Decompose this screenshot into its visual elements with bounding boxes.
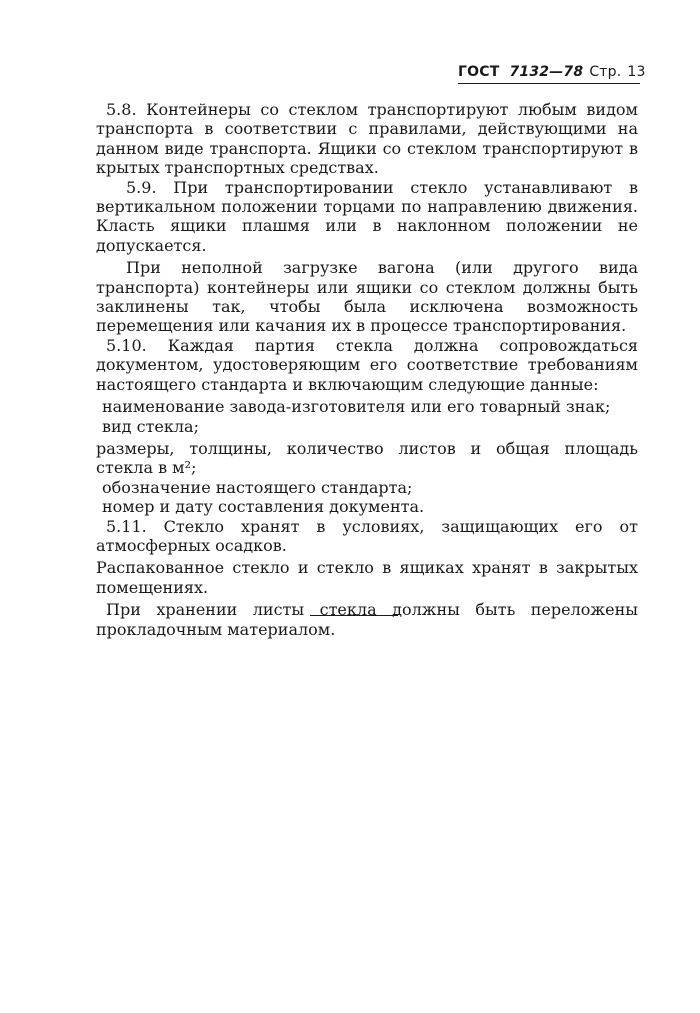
list-item-manufacturer: наименование завода-изготовителя или его товарный знак; (102, 397, 611, 417)
standard-number: 7132—78 (509, 64, 584, 80)
document-body (96, 100, 638, 639)
list-item-document-number: номер и дату составления документа. (102, 497, 425, 517)
paragraph-5-9: 5.9. При транспортировании стекло устанавливают в вертикальном положении торцами по направлению движения. Класть ящики плашмя или в наклонном положении не допускается. (96, 177, 638, 255)
page-number: 13 (627, 64, 646, 80)
paragraph-5-8: 5.8. Контейнеры со стеклом транспортируют любым видом транспорта в соответствии с правилами, действующими на данном виде транспорта. Ящики со стеклом транспортируют в крытых транспортных средствах. (96, 100, 638, 178)
paragraph-storage-interleave: При хранении листы стекла должны быть переложены прокладочным материалом. (96, 600, 638, 639)
page-header (458, 64, 646, 84)
paragraph-5-11: 5.11. Стекло хранят в условиях, защищающих его от атмосферных осадков. (96, 516, 638, 555)
list-item-standard-designation: обозначение настоящего стандарта; (102, 477, 413, 497)
paragraph-partial-load: При неполной загрузке вагона (или другого вида транспорта) контейнеры или ящики со стеклом должны быть заклинены так, чтобы была исключена возможность перемещения или качания их в процессе транспортирования. (96, 258, 638, 336)
end-rule (310, 615, 398, 616)
list-item-dimensions: размеры, толщины, количество листов и общая площадь стекла в м²; (96, 438, 638, 478)
page-label: Стр. (589, 64, 622, 80)
paragraph-5-10: 5.10. Каждая партия стекла должна сопровождаться документом, удостоверяющим его соответствие требованиям настоящего стандарта и включающим следующие данные: (96, 335, 638, 394)
paragraph-unpacked-storage: Распакованное стекло и стекло в ящиках хранят в закрытых помещениях. (96, 558, 638, 597)
standard-label: ГОСТ (458, 64, 500, 80)
list-item-glass-type: вид стекла; (102, 416, 199, 436)
